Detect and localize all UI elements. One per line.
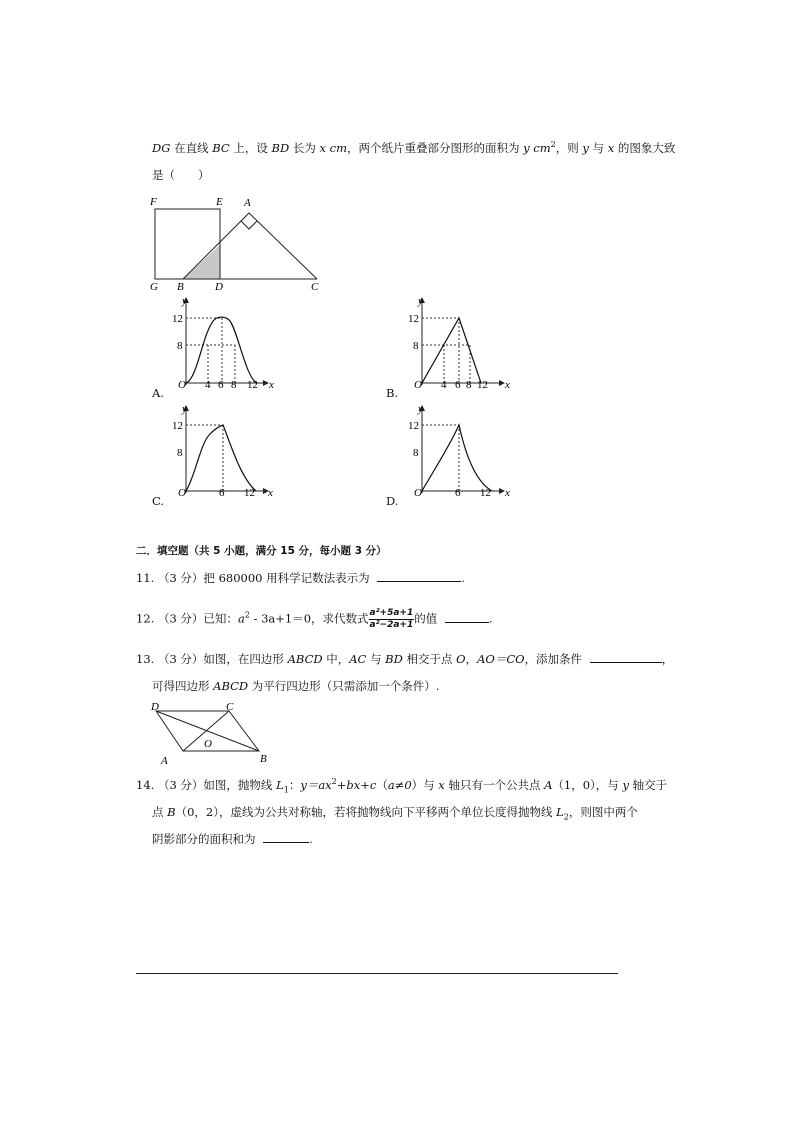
answer-blank[interactable] [590,652,662,663]
q13-seg: ABCD [287,652,323,666]
fraction-denominator: a²−2a+1 [369,620,414,630]
footer-rule [136,973,618,974]
question-number: 13. [136,652,155,666]
y-tick: 12 [408,420,419,432]
q13-seg: BD [385,652,403,666]
curve [186,425,256,491]
q14-seg: +bx+c [336,778,377,792]
q13-seg: 为平行四边形（只需添加一个条件）. [248,679,440,693]
label-D: D [151,701,159,713]
q12 [136,608,493,631]
curve [422,425,492,491]
q14-seg: y＝ax [300,778,332,792]
q13-line2 [152,678,439,694]
q10-seg: 上，设 [229,141,272,155]
eq-var: a [237,611,245,626]
x-tick: 8 [466,379,472,391]
label-O: O [204,738,212,750]
q13-seg: O [456,652,466,666]
q13-seg: ABCD [213,679,249,693]
label-C: C [311,281,319,292]
y-tick: 8 [177,447,183,459]
q10-seg: DG [152,141,171,155]
y-label: y [182,403,187,415]
punct: . [309,832,313,846]
q14-seg: 点 [152,805,168,819]
q11 [136,570,465,586]
q14-seg: B [167,805,176,819]
q13-seg: ， [465,652,478,666]
q13-seg: AC [349,652,367,666]
q14-seg: ： [288,778,301,792]
q14-line1 [136,777,667,794]
x-tick: 12 [244,487,255,499]
q13-line1 [136,651,673,667]
origin-label: O [178,379,186,391]
q14-seg: a≠0 [387,778,412,792]
x-label: x [269,379,274,391]
answer-blank[interactable] [377,571,461,582]
label-G: G [150,281,158,292]
y-label: y [182,295,187,307]
y-label: y [418,295,423,307]
q10-seg: x [607,141,615,155]
q14-seg: y [622,778,629,792]
q10-seg: 在直线 [170,141,213,155]
fraction [369,608,415,631]
x-tick: 6 [455,379,461,391]
curve [422,318,481,383]
question-number: 11. [136,571,155,585]
q14-line3 [152,831,313,847]
x-tick: 6 [218,379,224,391]
x-tick: 4 [205,379,211,391]
question-text: 的值 [414,611,438,626]
x-tick: 12 [480,487,491,499]
q14-line2 [152,804,638,821]
label-B: B [177,281,184,292]
y-label: y [418,403,423,415]
origin-label: O [414,379,422,391]
label-A: A [161,755,168,767]
q14-seg: （1，0），与 [552,778,623,792]
q14-seg: ）与 [411,778,439,792]
q14-seg: x [438,778,445,792]
x-tick: 4 [441,379,447,391]
y-tick: 8 [413,447,419,459]
x-tick: 8 [231,379,237,391]
question-text: （3 分）已知： [157,611,238,626]
q13-seg: 可得四边形 [152,679,214,693]
q13-figure [146,698,276,768]
label-D: D [215,281,223,292]
punct: . [488,611,493,626]
q14-seg: （0，2），虚线为公共对称轴，若将抛物线向下平移两个单位长度得抛物线 [175,805,557,819]
x-label: x [505,487,510,499]
option-d-letter[interactable]: D. [386,494,399,508]
y-tick: 12 [172,420,183,432]
q14-seg: 轴交于 [628,778,668,792]
label-B: B [260,753,267,765]
question-number: 12. [136,611,155,626]
x-tick: 12 [247,379,258,391]
q10-seg: 长为 [289,141,320,155]
q13-seg: 相交于点 [402,652,457,666]
q14-sub: 1 [283,785,289,795]
y-tick: 8 [177,340,183,352]
q14-seg: L [556,805,564,819]
option-d-graph [404,402,516,500]
q14-seg: 轴只有一个公共点 [444,778,545,792]
label-E: E [216,196,223,208]
y-tick: 12 [408,313,419,325]
q10-seg: y [582,141,589,155]
guide-lines [186,425,223,491]
option-c-graph [170,402,280,500]
q14-seg: （3 分）如图，抛物线 [157,778,277,792]
option-a-graph [170,294,280,392]
punct: ， [661,652,674,666]
fraction-numerator: a²+5a+1 [369,608,414,618]
q14-seg: A [544,778,553,792]
x-label: x [505,379,510,391]
q10-seg: ，则 [555,141,583,155]
x-tick: 6 [455,487,461,499]
q10-seg: x cm [319,141,347,155]
origin-label: O [178,487,186,499]
q10-line1 [152,140,675,156]
q14-sub: 2 [563,812,569,822]
right-angle-mark [241,221,257,229]
q10-seg: BC [212,141,230,155]
q10-sup: 2 [550,140,556,150]
q13-seg: AO＝CO [477,652,525,666]
option-a-letter[interactable]: A. [152,386,164,400]
q10-line2: 是（ ） [152,168,210,182]
question-text: - 3a+1＝0，求代数式 [249,611,369,626]
q14-seg: ，则图中两个 [568,805,638,819]
option-b-graph [404,294,516,392]
q14-seg: （ [376,778,388,792]
label-C: C [226,701,234,713]
answer-blank[interactable] [263,832,309,843]
y-tick: 8 [413,340,419,352]
q13-seg: 与 [366,652,386,666]
q13-seg: 中， [322,652,350,666]
q14-seg: L [276,778,284,792]
section-title: 二．填空题（共 5 小题，满分 15 分，每小题 3 分） [136,545,387,557]
label-F: F [150,196,157,208]
q10-figure [140,190,340,292]
q10-seg: BD [271,141,290,155]
option-c-letter[interactable]: C. [152,494,165,508]
option-b-letter[interactable]: B. [386,386,399,400]
q14-sup: 2 [331,777,337,787]
eq-sup: 2 [244,610,250,620]
q10-seg: ，两个纸片重叠部分图形的面积为 [347,141,524,155]
label-A: A [244,197,251,209]
y-tick: 12 [172,313,183,325]
answer-blank[interactable] [445,612,489,623]
punct: . [461,571,465,585]
x-tick: 12 [477,379,488,391]
question-number: 14. [136,778,155,792]
q10-seg: 的图象大致 [614,141,676,155]
question-text: （3 分）把 680000 用科学记数法表示为 [157,571,370,585]
q13-seg: ，添加条件 [524,652,583,666]
origin-label: O [414,487,422,499]
q13-seg: （3 分）如图，在四边形 [157,652,288,666]
q10-seg: 与 [588,141,608,155]
x-label: x [268,487,273,499]
x-tick: 6 [219,487,225,499]
q10-seg: y cm [523,141,551,155]
q14-seg: 阴影部分的面积和为 [152,832,256,846]
